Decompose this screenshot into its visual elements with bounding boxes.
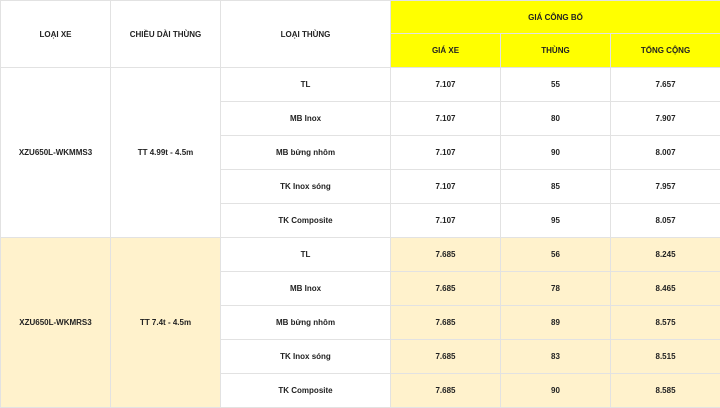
body-type-cell: MB Inox	[221, 102, 391, 136]
body-type-cell: TK Composite	[221, 374, 391, 408]
vehicle-cell: XZU650L-WKMRS3	[1, 238, 111, 408]
header-length: CHIỀU DÀI THÙNG	[111, 1, 221, 68]
header-price-group: GIÁ CÔNG BỐ	[391, 1, 720, 34]
car-price-cell: 7.107	[391, 136, 501, 170]
vehicle-cell: XZU650L-WKMMS3	[1, 68, 111, 238]
car-price-cell: 7.107	[391, 170, 501, 204]
total-cell: 8.585	[611, 374, 720, 408]
total-cell: 7.957	[611, 170, 720, 204]
body-type-cell: MB bửng nhôm	[221, 136, 391, 170]
table-row	[1, 238, 720, 272]
body-price-cell: 78	[501, 272, 611, 306]
header-vehicle: LOẠI XE	[1, 1, 111, 68]
header-body-price: THÙNG	[501, 34, 611, 68]
length-cell: TT 7.4t - 4.5m	[111, 238, 221, 408]
body-type-cell: TK Inox sóng	[221, 340, 391, 374]
body-price-cell: 95	[501, 204, 611, 238]
body-type-cell: TL	[221, 68, 391, 102]
body-price-cell: 55	[501, 68, 611, 102]
body-type-cell: MB Inox	[221, 272, 391, 306]
total-cell: 8.515	[611, 340, 720, 374]
car-price-cell: 7.685	[391, 374, 501, 408]
car-price-cell: 7.685	[391, 238, 501, 272]
total-cell: 8.057	[611, 204, 720, 238]
table-row	[1, 68, 720, 102]
body-type-cell: MB bửng nhôm	[221, 306, 391, 340]
body-price-cell: 85	[501, 170, 611, 204]
total-cell: 8.575	[611, 306, 720, 340]
car-price-cell: 7.107	[391, 204, 501, 238]
car-price-cell: 7.107	[391, 102, 501, 136]
car-price-cell: 7.107	[391, 68, 501, 102]
total-cell: 8.465	[611, 272, 720, 306]
total-cell: 8.245	[611, 238, 720, 272]
body-price-cell: 90	[501, 136, 611, 170]
body-price-cell: 80	[501, 102, 611, 136]
body-price-cell: 90	[501, 374, 611, 408]
header-car-price: GIÁ XE	[391, 34, 501, 68]
car-price-cell: 7.685	[391, 272, 501, 306]
total-cell: 7.907	[611, 102, 720, 136]
total-cell: 8.007	[611, 136, 720, 170]
body-type-cell: TK Inox sóng	[221, 170, 391, 204]
total-cell: 7.657	[611, 68, 720, 102]
body-type-cell: TK Composite	[221, 204, 391, 238]
header-body-type: LOẠI THÙNG	[221, 1, 391, 68]
car-price-cell: 7.685	[391, 306, 501, 340]
body-price-cell: 56	[501, 238, 611, 272]
body-type-cell: TL	[221, 238, 391, 272]
car-price-cell: 7.685	[391, 340, 501, 374]
length-cell: TT 4.99t - 4.5m	[111, 68, 221, 238]
body-price-cell: 89	[501, 306, 611, 340]
body-price-cell: 83	[501, 340, 611, 374]
header-total: TỔNG CỘNG	[611, 34, 720, 68]
